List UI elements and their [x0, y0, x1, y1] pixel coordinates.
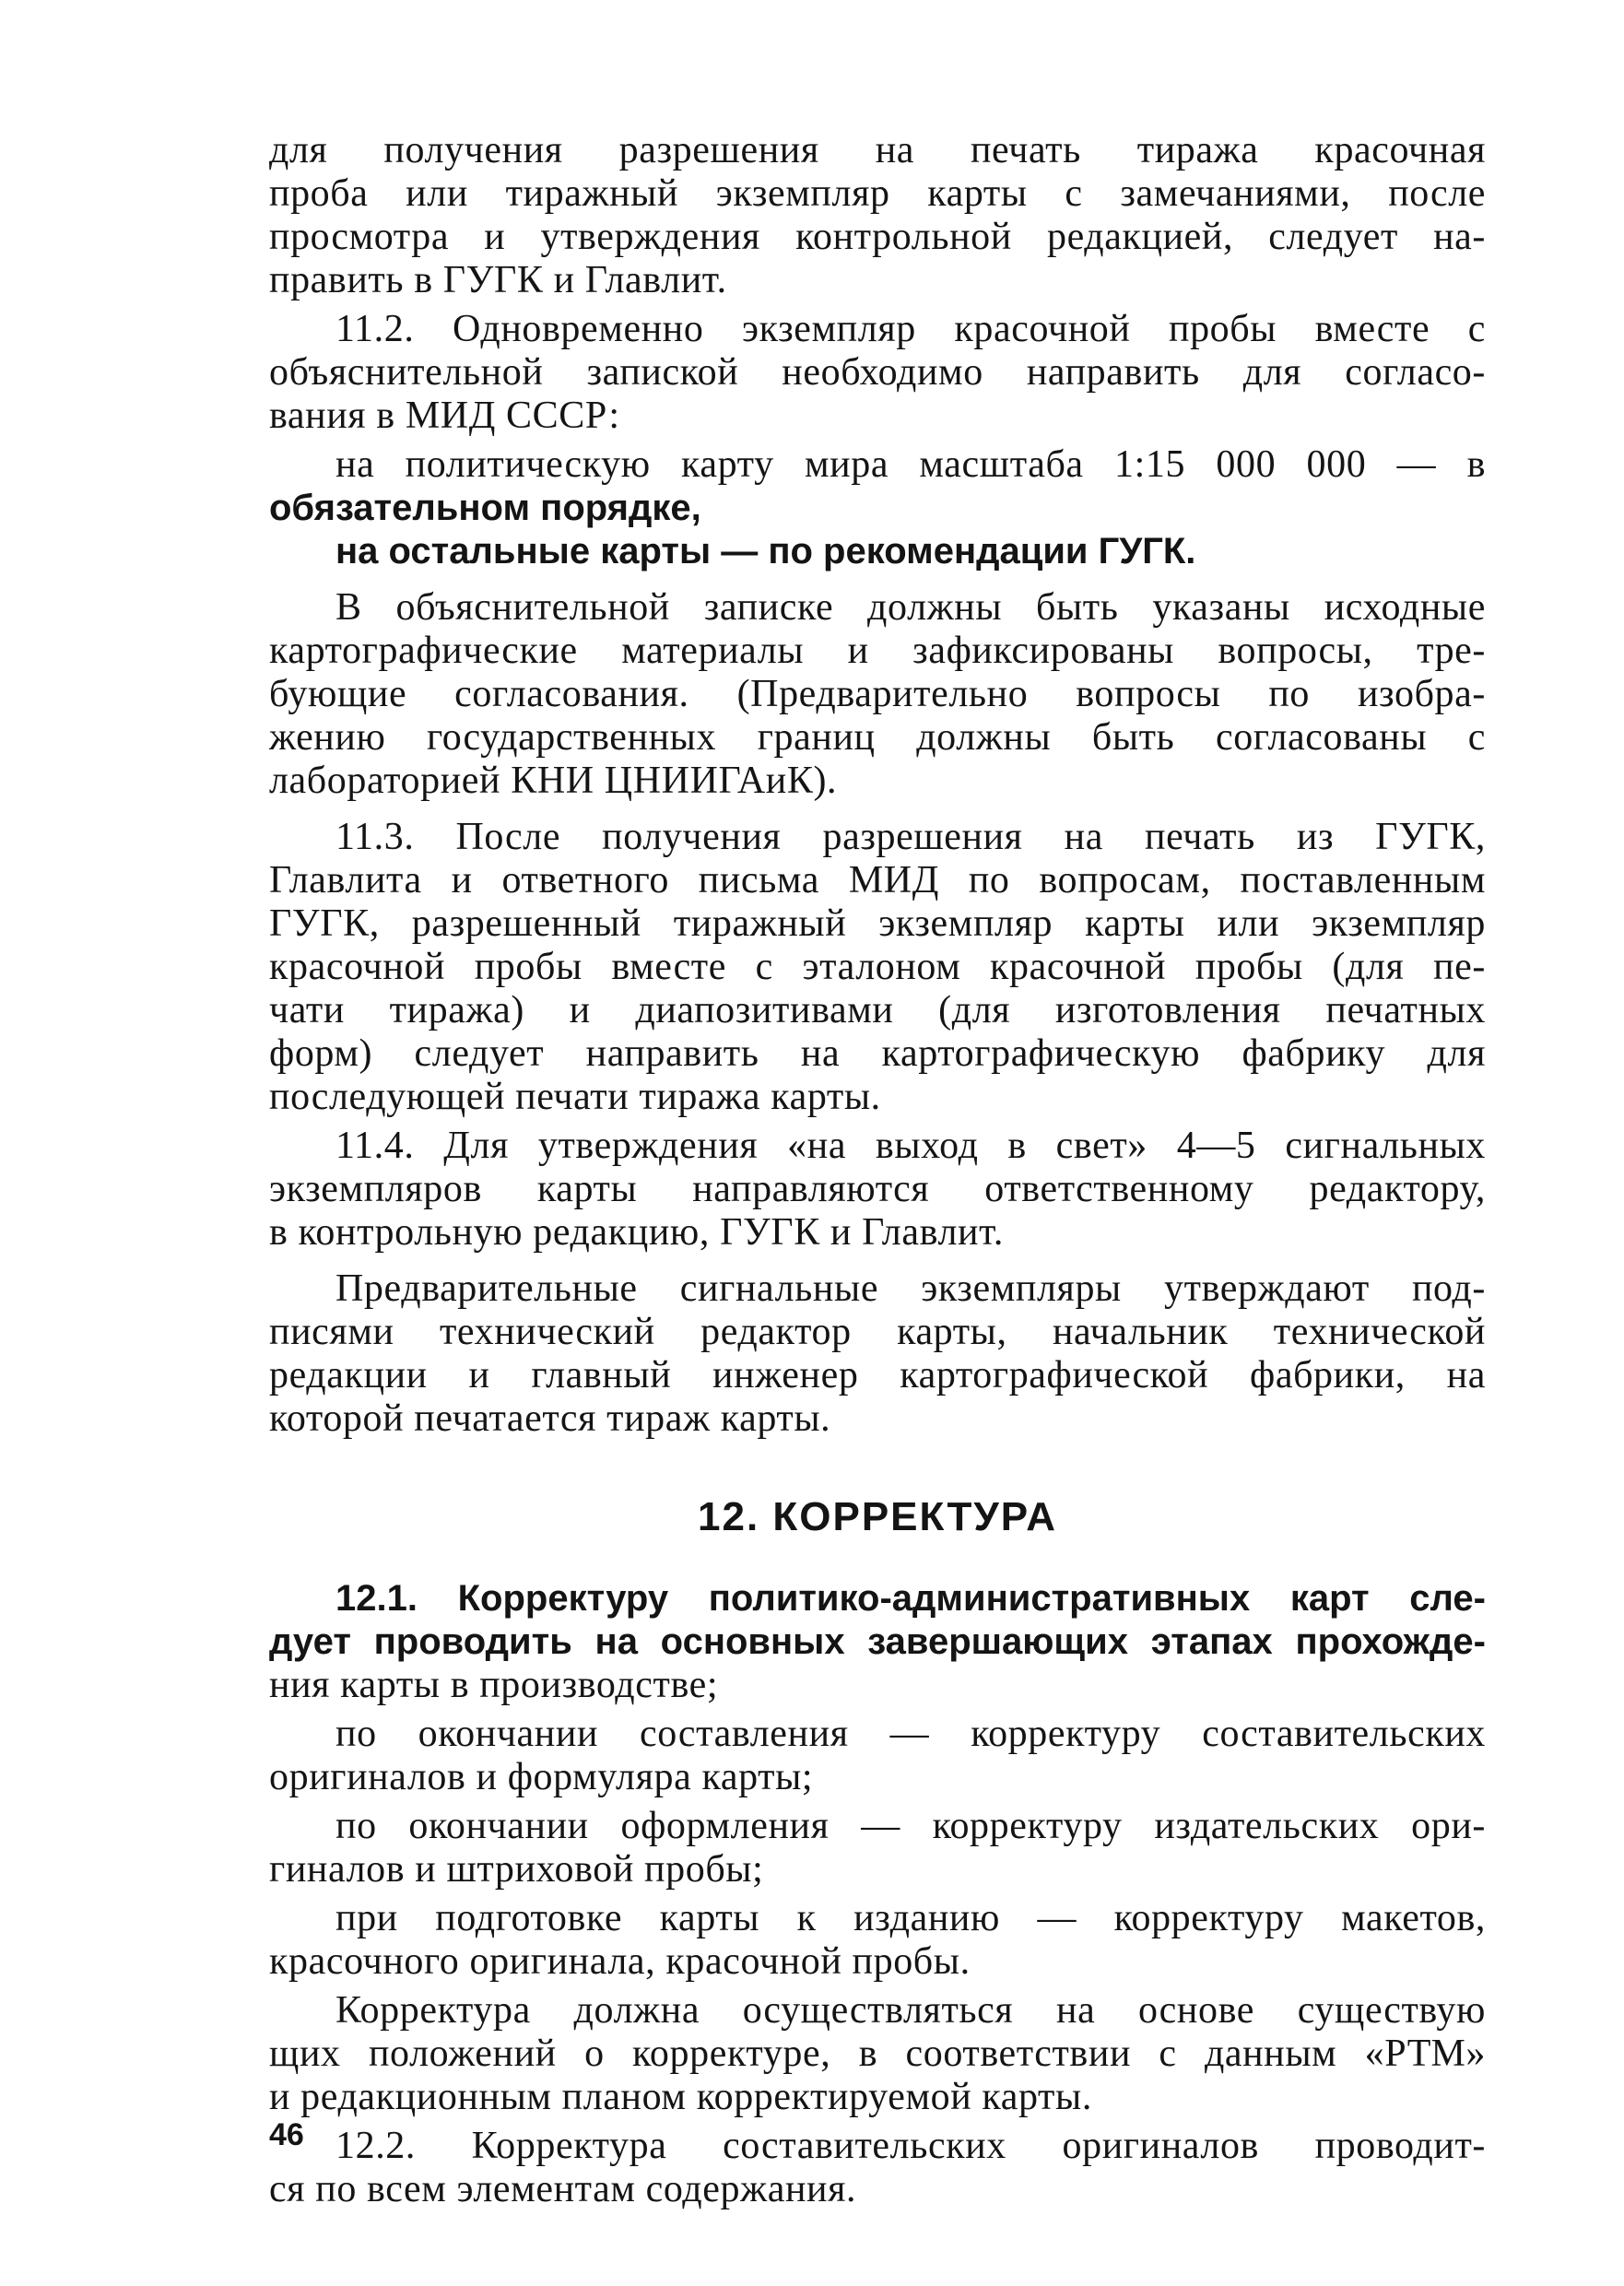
text-line: для получения разрешения на печать тиража красочная	[269, 129, 1486, 171]
text-line: лабораторией КНИ ЦНИИГАиК).	[269, 760, 838, 802]
text-line: последующей печати тиража карты.	[269, 1076, 881, 1118]
text-line: ГУГК, разрешенный тиражный экземпляр карты или экземпляр	[269, 902, 1486, 945]
text-line: и редакционным планом корректируемой карты.	[269, 2076, 1092, 2118]
text-line: просмотра и утверждения контрольной редакцией, следует на-	[269, 216, 1486, 258]
paragraph-12-1	[269, 1577, 1486, 1707]
text-line: красочного оригинала, красочной пробы.	[269, 1940, 971, 1983]
section-heading: 12. КОРРЕКТУРА	[698, 1494, 1057, 1539]
text-line: форм) следует направить на картографическую фабрику для	[269, 1032, 1486, 1075]
bold-text-line: 12.1. Корректуру политико-административных карт сле-	[335, 1578, 1486, 1619]
text-line: ся по всем элементам содержания.	[269, 2168, 857, 2210]
text-line: писями технический редактор карты, начальник технической	[269, 1311, 1486, 1353]
paragraph-compilation	[269, 1713, 1486, 1799]
text-line: править в ГУГК и Главлит.	[269, 259, 727, 301]
text-line: на политическую карту мира масштаба 1:15 000 000 — в	[335, 443, 1486, 486]
page-number: 46	[269, 2117, 304, 2152]
paragraph	[269, 129, 1486, 302]
text-line: жению государственных границ должны быть согласованы с	[269, 716, 1486, 759]
text-line: по окончании оформления — корректуру издательских ори-	[335, 1805, 1486, 1847]
text-line: экземпляров карты направляются ответственному редактору,	[269, 1168, 1486, 1210]
text-line: при подготовке карты к изданию — корректуру макетов,	[335, 1897, 1486, 1939]
text-line: бующие согласования. (Предварительно вопросы по изобра-	[269, 673, 1486, 715]
text-line: редакции и главный инженер картографической фабрики, на	[269, 1354, 1486, 1396]
text-line: В объяснительной записке должны быть указаны исходные	[335, 586, 1486, 629]
text-line: объяснительной запиской необходимо направить для согласо-	[269, 351, 1486, 394]
text-line: Предварительные сигнальные экземпляры утверждают под-	[335, 1267, 1486, 1310]
text-line: гиналов и штриховой пробы;	[269, 1848, 764, 1891]
paragraph-11-2	[269, 308, 1486, 438]
text-line: чати тиража) и диапозитивами (для изготовления печатных	[269, 989, 1486, 1031]
bold-text-line: обязательном порядке,	[269, 488, 701, 528]
text-line: вания в МИД СССР:	[269, 395, 620, 437]
paragraph-design	[269, 1805, 1486, 1891]
bold-text-line: дует проводить на основных завершающих этапах прохожде-	[269, 1621, 1486, 1662]
text-line: которой печатается тираж карты.	[269, 1397, 831, 1440]
text-line: 11.4. Для утверждения «на выход в свет» 4—5 сигнальных	[335, 1125, 1486, 1167]
text-line: красочной пробы вместе с эталоном красочной пробы (для пе-	[269, 946, 1486, 988]
paragraph-12-2	[269, 2125, 1486, 2211]
paragraph-11-4	[269, 1125, 1486, 1255]
text-line: оригиналов и формуляра карты;	[269, 1756, 814, 1798]
text-line: по окончании составления — корректуру составительских	[335, 1713, 1486, 1755]
text-line: картографические материалы и зафиксированы вопросы, тре-	[269, 630, 1486, 672]
text-line: в контрольную редакцию, ГУГК и Главлит.	[269, 1211, 1005, 1254]
text-line: 11.2. Одновременно экземпляр красочной пробы вместе с	[335, 308, 1486, 350]
paragraph-map-list	[269, 443, 1486, 573]
text-line: 11.3. После получения разрешения на печать из ГУГК,	[335, 816, 1486, 858]
text-line: ния карты в производстве;	[269, 1664, 719, 1706]
text-line: Корректура должна осуществляться на основе существую	[335, 1989, 1486, 2032]
paragraph-signal-copies	[269, 1267, 1486, 1441]
text-line: щих положений о корректуре, в соответствии с данным «РТМ»	[269, 2033, 1486, 2075]
text-column	[269, 129, 1486, 2211]
bold-text-line: на остальные карты — по рекомендации ГУГК.	[335, 531, 1196, 572]
paragraph-publication	[269, 1897, 1486, 1984]
paragraph-explanatory-note	[269, 586, 1486, 803]
paragraph-11-3	[269, 816, 1486, 1119]
text-line: Главлита и ответного письма МИД по вопросам, поставленным	[269, 859, 1486, 901]
text-line: 12.2. Корректура составительских оригиналов проводит-	[335, 2125, 1486, 2167]
text-line: проба или тиражный экземпляр карты с замечаниями, после	[269, 172, 1486, 215]
paragraph-correction-basis	[269, 1989, 1486, 2119]
